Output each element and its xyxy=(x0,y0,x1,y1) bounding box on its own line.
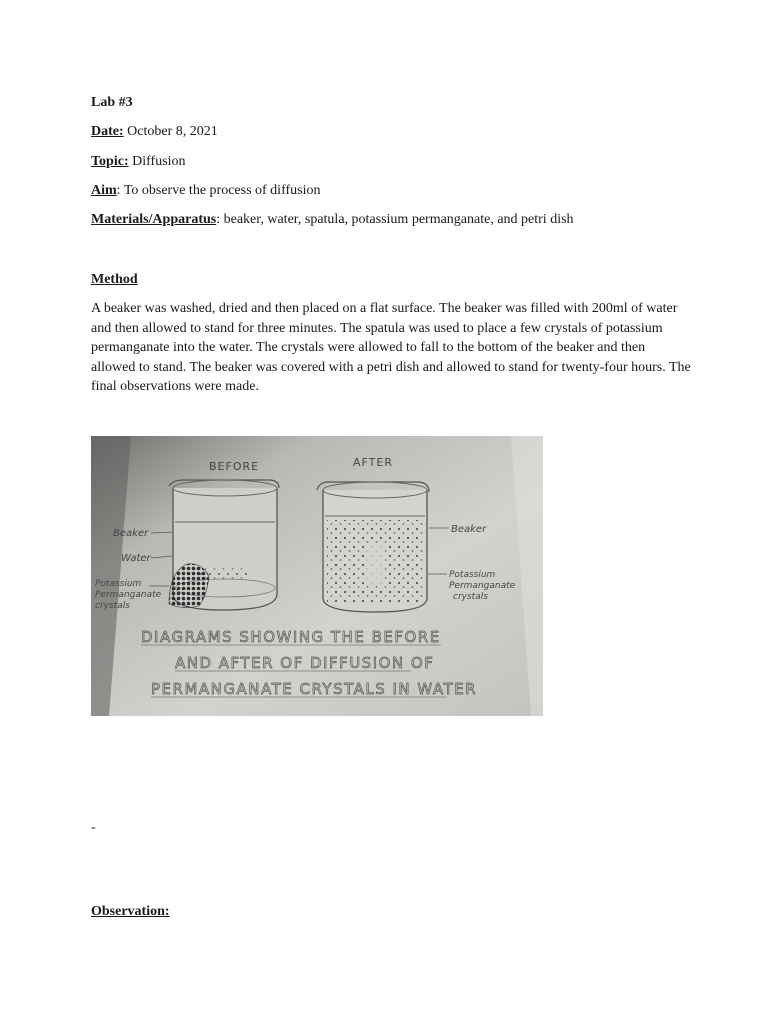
observation-heading: Observation: xyxy=(91,904,170,919)
beaker-label-right: Beaker xyxy=(451,524,487,535)
materials-line: Materials/Apparatus: beaker, water, spatula, potassium permanganate, and petri dish xyxy=(91,212,574,227)
after-label: AFTER xyxy=(353,456,393,469)
materials-value: beaker, water, spatula, potassium permanganate, and petri dish xyxy=(223,212,574,227)
after-beaker xyxy=(317,482,429,612)
materials-label: Materials/Apparatus xyxy=(91,212,217,227)
svg-text:Potassium: Potassium xyxy=(449,570,496,580)
svg-text:crystals: crystals xyxy=(453,592,488,602)
svg-text:DIAGRAMS SHOWING THE BEFORE: DIAGRAMS SHOWING THE BEFORE xyxy=(141,628,441,646)
diagram-caption xyxy=(141,628,477,698)
svg-text:Potassium: Potassium xyxy=(95,579,142,589)
water-label: Water xyxy=(121,553,151,564)
svg-text:PERMANGANATE CRYSTALS IN WATER: PERMANGANATE CRYSTALS IN WATER xyxy=(151,680,478,698)
method-body: A beaker was washed, dried and then placed on a flat surface. The beaker was filled with 200ml of water and then allowed to stand for three minutes. The spatula was used to place a few crystals of potassium permanganate into the water. The crystals were allowed to fall to the bottom of the beaker and then allowed to stand. The beaker was covered with a petri dish and allowed to stand for twenty-four hours. The final observations were made. xyxy=(91,301,691,395)
svg-text:Permanganate: Permanganate xyxy=(449,581,516,591)
date-value: October 8, 2021 xyxy=(127,124,218,139)
svg-text:Permanganate: Permanganate xyxy=(95,590,162,600)
method-heading: Method xyxy=(91,272,138,287)
date-line xyxy=(91,124,218,140)
lab-title: Lab #3 xyxy=(91,95,133,110)
beaker-label-left: Beaker xyxy=(113,528,149,539)
topic-value: Diffusion xyxy=(132,154,186,169)
diffusion-diagram-image xyxy=(91,436,543,716)
date-label: Date: xyxy=(91,124,124,139)
aim-line: Aim: To observe the process of diffusion xyxy=(91,183,321,198)
aim-value: To observe the process of diffusion xyxy=(123,183,321,198)
before-label: BEFORE xyxy=(209,460,260,473)
dash-mark: - xyxy=(91,820,96,835)
svg-text:crystals: crystals xyxy=(95,601,130,611)
before-beaker xyxy=(169,480,279,610)
svg-text:AND AFTER OF DIFFUSION OF: AND AFTER OF DIFFUSION OF xyxy=(175,654,435,672)
aim-label: Aim xyxy=(91,183,117,198)
topic-label: Topic: xyxy=(91,154,129,169)
topic-line xyxy=(91,154,186,170)
